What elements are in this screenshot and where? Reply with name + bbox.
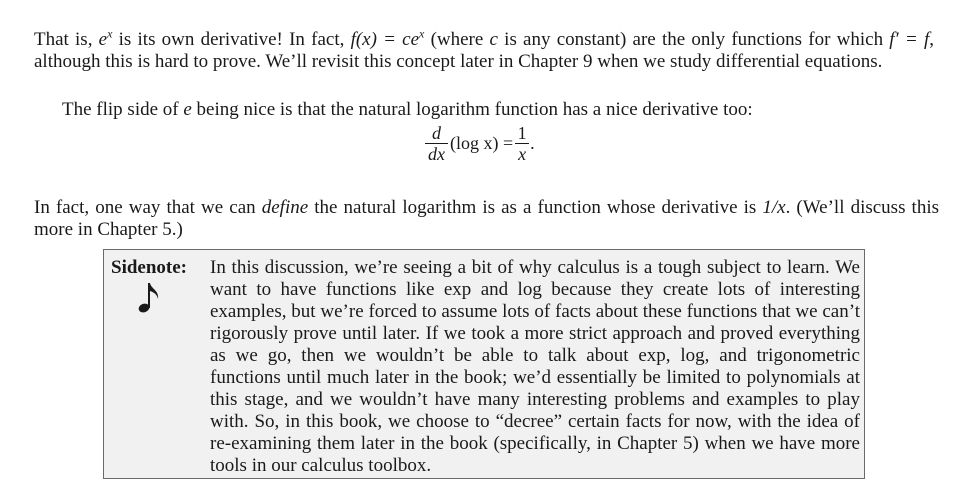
paragraph-derivative-of-ex bbox=[34, 26, 934, 73]
text: being nice is that the natural logarithm function has a nice derivative too: bbox=[191, 99, 753, 120]
paragraph-define-log bbox=[34, 197, 939, 241]
emphasis-define: define bbox=[261, 197, 309, 218]
fraction-numerator: d bbox=[432, 122, 441, 143]
text: The flip side of bbox=[62, 99, 184, 120]
equation-middle: (log x) = bbox=[450, 132, 514, 153]
fraction-denominator: dx bbox=[425, 143, 448, 164]
text: is any constant) are the only functions for which bbox=[497, 29, 890, 50]
text: , although this is hard to prove. We’ll revisit this concept later in Chapter 9 when we study differential equations. bbox=[34, 29, 934, 72]
text: the natural logarithm is as a function whose derivative is bbox=[308, 197, 763, 218]
text: That is, bbox=[34, 29, 99, 50]
sidenote-box bbox=[103, 249, 865, 479]
math-one-over-x: 1/x bbox=[762, 197, 786, 218]
text: In fact, one way that we can bbox=[34, 197, 262, 218]
sidenote-text: In this discussion, we’re seeing a bit of why calculus is a tough subject to learn. We want to have functions like exp and log because they create lots of interesting examples, but we’re forced to assume lots of facts about these functions that we can’t rigorously prove until later. If we took a more strict approach and proved everything as we go, then we wouldn’t be able to talk about exp, log, and trigonometric functions until much later in the book; we’d essentially be limited to polynomials at this stage, and we wouldn’t have many interesting problems and examples to play with. So, in this book, we choose to “decree” certain facts for now, with the idea of re-examining them later in the book (specifically, in Chapter 5) when we have more tools in our calculus toolbox. bbox=[210, 257, 860, 476]
math-f-prime: f′ = f bbox=[889, 29, 930, 50]
math-e: e bbox=[183, 99, 192, 120]
text: is its own derivative! In fact, bbox=[112, 29, 351, 50]
fraction-one-over-x bbox=[515, 123, 529, 164]
math-e: $e^x$ bbox=[98, 26, 113, 50]
eighth-note-icon bbox=[137, 280, 161, 314]
fraction-denominator: x bbox=[515, 143, 529, 164]
paragraph-flip-side bbox=[62, 99, 942, 121]
math-f-of-x: $f(x) = ce^x$ bbox=[350, 26, 425, 50]
equation-log-derivative bbox=[425, 119, 535, 167]
sidenote-label: Sidenote: bbox=[111, 257, 187, 278]
fraction-numerator: 1 bbox=[517, 122, 527, 143]
fraction-d-dx bbox=[425, 123, 448, 164]
equation-period: . bbox=[530, 132, 535, 153]
math-c: c bbox=[489, 29, 498, 50]
text: (where bbox=[424, 29, 490, 50]
text: . (We’ll discuss this more in Chapter 5.) bbox=[34, 197, 939, 240]
